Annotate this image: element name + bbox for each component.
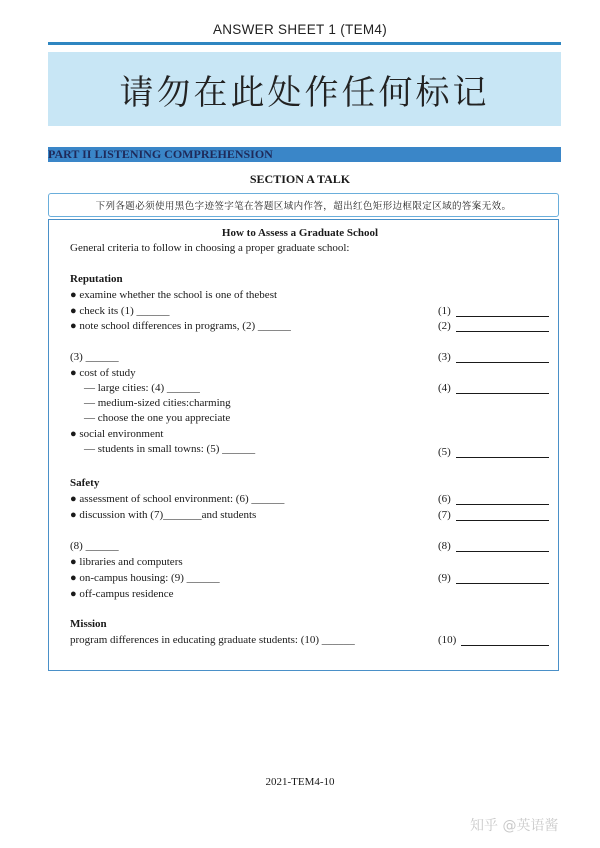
answer-blank-7[interactable] xyxy=(456,520,549,521)
line-libraries: ● libraries and computers xyxy=(70,556,183,568)
answer-blank-5[interactable] xyxy=(456,457,549,458)
top-rule-divider xyxy=(48,42,561,45)
heading-safety: Safety xyxy=(70,477,100,489)
instruction-text: 下列各题必须使用黑色字迹签字笔在答题区域内作答，超出红色矩形边框限定区域的答案无效。 xyxy=(95,201,512,212)
line-check: ● check its (1) ______ xyxy=(70,305,170,317)
part-header-bar xyxy=(48,147,561,162)
answer-sheet-title: ANSWER SHEET 1 (TEM4) xyxy=(212,22,388,37)
line-housing: ● on-campus housing: (9) ______ xyxy=(70,572,220,584)
watermark: 知乎 @英语酱 xyxy=(470,818,559,834)
answer-label-4: (4) xyxy=(438,382,451,394)
answer-label-10: (10) xyxy=(438,634,457,646)
line-discussion: ● discussion with (7)_______and students xyxy=(70,509,257,521)
line-offcampus: ● off-campus residence xyxy=(70,588,174,600)
answer-blank-6[interactable] xyxy=(456,504,549,505)
no-mark-zone xyxy=(48,52,561,126)
line-medium-cities: — medium-sized cities:charming xyxy=(84,397,231,409)
heading-mission: Mission xyxy=(70,618,107,630)
answer-blank-2[interactable] xyxy=(456,331,549,332)
line-differences: ● note school differences in programs, (2) ______ xyxy=(70,320,291,332)
line-examine: ● examine whether the school is one of thebest xyxy=(70,289,278,301)
answer-label-2: (2) xyxy=(438,320,451,332)
instruction-box xyxy=(48,193,559,217)
answer-label-6: (6) xyxy=(438,493,451,505)
answer-label-5: (5) xyxy=(438,446,451,458)
section-title: SECTION A TALK xyxy=(249,172,351,186)
talk-intro: General criteria to follow in choosing a proper graduate school: xyxy=(70,242,350,254)
answer-blank-4[interactable] xyxy=(456,393,549,394)
line-program: program differences in educating graduate students: (10) ______ xyxy=(70,634,355,646)
line-choose: — choose the one you appreciate xyxy=(84,412,231,424)
line-small-towns: — students in small towns: (5) ______ xyxy=(84,443,256,455)
answer-label-3: (3) xyxy=(438,351,451,363)
talk-title: How to Assess a Graduate School xyxy=(221,227,379,239)
answer-blank-3[interactable] xyxy=(456,362,549,363)
line-cost: ● cost of study xyxy=(70,367,136,379)
answer-label-8: (8) xyxy=(438,540,451,552)
line-assessment: ● assessment of school environment: (6) ______ xyxy=(70,493,285,505)
answer-blank-1[interactable] xyxy=(456,316,549,317)
answer-blank-10[interactable] xyxy=(461,645,549,646)
line-large-cities: — large cities: (4) ______ xyxy=(84,382,200,394)
heading-reputation: Reputation xyxy=(70,273,123,285)
part-label: PART II LISTENING COMPREHENSION xyxy=(48,147,273,161)
answer-blank-8[interactable] xyxy=(456,551,549,552)
answer-label-7: (7) xyxy=(438,509,451,521)
line-blank-3: (3) ______ xyxy=(70,351,119,363)
no-mark-text: 请勿在此处作任何标记 xyxy=(119,72,490,113)
answer-label-9: (9) xyxy=(438,572,451,584)
line-social: ● social environment xyxy=(70,428,164,440)
answer-label-1: (1) xyxy=(438,305,451,317)
page-code: 2021-TEM4-10 xyxy=(265,776,335,788)
answer-blank-9[interactable] xyxy=(456,583,549,584)
line-blank-8: (8) ______ xyxy=(70,540,119,552)
